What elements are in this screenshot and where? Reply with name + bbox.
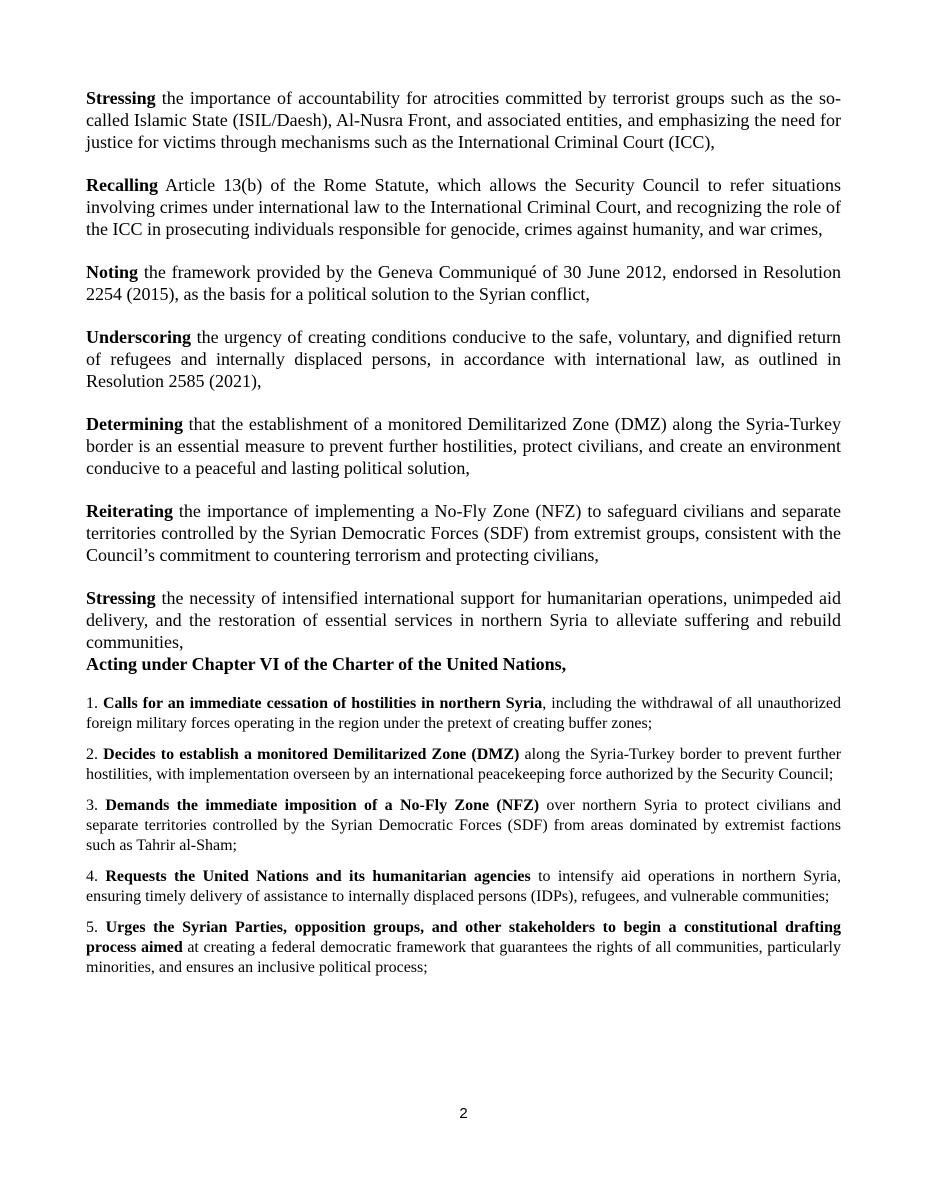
clause-verb: Stressing xyxy=(86,88,156,108)
preambular-clauses xyxy=(86,87,841,674)
clause-action: Demands the immediate imposition of a No-Fly Zone (NFZ) xyxy=(105,797,540,814)
clause-text: to intensify aid operations in northern Syria, ensuring timely delivery of assistance to internally displaced persons (IDPs), refugees, and vulnerable communities; xyxy=(86,868,842,905)
preambular-clause-4 xyxy=(86,326,841,392)
clause-verb: Reiterating xyxy=(86,501,173,521)
clause-text: the framework provided by the Geneva Communiqué of 30 June 2012, endorsed in Resolution 2254 (2015), as the basis for a political solution to the Syrian conflict, xyxy=(86,262,841,304)
preambular-clause-1 xyxy=(86,87,841,153)
clause-verb: Noting xyxy=(86,262,139,282)
clause-text: over northern Syria to protect civilians and separate territories controlled by the Syrian Democratic Forces (SDF) from areas dominated by extremist factions such as Tahrir al-Sham; xyxy=(86,797,842,854)
clause-number: 4. xyxy=(86,868,106,885)
preambular-clause-7 xyxy=(86,587,841,653)
clause-action: Decides to establish a monitored Demilitarized Zone (DMZ) xyxy=(103,746,520,763)
clause-text: the importance of accountability for atrocities committed by terrorist groups such as the so-called Islamic State (ISIL/Daesh), Al-Nusra Front, and associated entities, and emphasizing the need for justice for victims through mechanisms such as the International Criminal Court (ICC), xyxy=(86,88,841,152)
chapter-heading: Acting under Chapter VI of the Charter of the United Nations, xyxy=(86,654,567,674)
operative-clause-5 xyxy=(86,918,841,978)
clause-number: 3. xyxy=(86,797,106,814)
clause-action: Urges the Syrian Parties, opposition groups, and other stakeholders to begin a constitutional drafting process aimed xyxy=(86,919,841,956)
clause-verb: Stressing xyxy=(86,588,156,608)
clause-text: the necessity of intensified international support for humanitarian operations, unimpeded aid delivery, and the restoration of essential services in northern Syria to alleviate suffering and rebuild communities, xyxy=(86,588,841,652)
operative-clause-1 xyxy=(86,694,841,734)
operative-clause-2 xyxy=(86,745,841,785)
clause-action: Requests the United Nations and its humanitarian agencies xyxy=(105,868,531,885)
preambular-clause-5 xyxy=(86,413,841,479)
preambular-clause-2 xyxy=(86,174,841,240)
clause-action: Calls for an immediate cessation of hostilities in northern Syria xyxy=(103,695,543,712)
document-page xyxy=(86,0,841,1200)
clause-number: 5. xyxy=(86,919,106,936)
clause-verb: Underscoring xyxy=(86,327,191,347)
operative-clause-3 xyxy=(86,796,841,856)
preambular-clause-3 xyxy=(86,261,841,305)
clause-number: 1. xyxy=(86,695,103,712)
clause-text: Article 13(b) of the Rome Statute, which allows the Security Council to refer situations involving crimes under international law to the International Criminal Court, and recognizing the role of the ICC in prosecuting individuals responsible for genocide, crimes against humanity, and war crimes, xyxy=(86,175,841,239)
operative-clause-4 xyxy=(86,867,841,907)
clause-text: that the establishment of a monitored Demilitarized Zone (DMZ) along the Syria-Turkey border is an essential measure to prevent further hostilities, protect civilians, and create an environment conducive to a peaceful and lasting political solution, xyxy=(86,414,841,478)
clause-text: along the Syria-Turkey border to prevent further hostilities, with implementation overseen by an international peacekeeping force authorized by the Security Council; xyxy=(86,746,842,783)
clause-verb: Determining xyxy=(86,414,183,434)
clause-text: the importance of implementing a No-Fly Zone (NFZ) to safeguard civilians and separate territories controlled by the Syrian Democratic Forces (SDF) from extremist groups, consistent with the Council’s commitment to countering terrorism and protecting civilians, xyxy=(86,501,841,565)
clause-verb: Recalling xyxy=(86,175,158,195)
preambular-clause-6 xyxy=(86,500,841,566)
clause-text: the urgency of creating conditions conducive to the safe, voluntary, and dignified return of refugees and internally displaced persons, in accordance with international law, as outlined in Resolution 2585 (2021), xyxy=(86,327,841,391)
operative-clauses xyxy=(86,694,841,989)
page-number: 2 xyxy=(459,1105,468,1122)
clause-text: at creating a federal democratic framework that guarantees the rights of all communities, particularly minorities, and ensures an inclusive political process; xyxy=(86,939,841,976)
clause-number: 2. xyxy=(86,746,104,763)
clause-text: , including the withdrawal of all unauthorized foreign military forces operating in the region under the pretext of creating buffer zones; xyxy=(86,695,842,732)
